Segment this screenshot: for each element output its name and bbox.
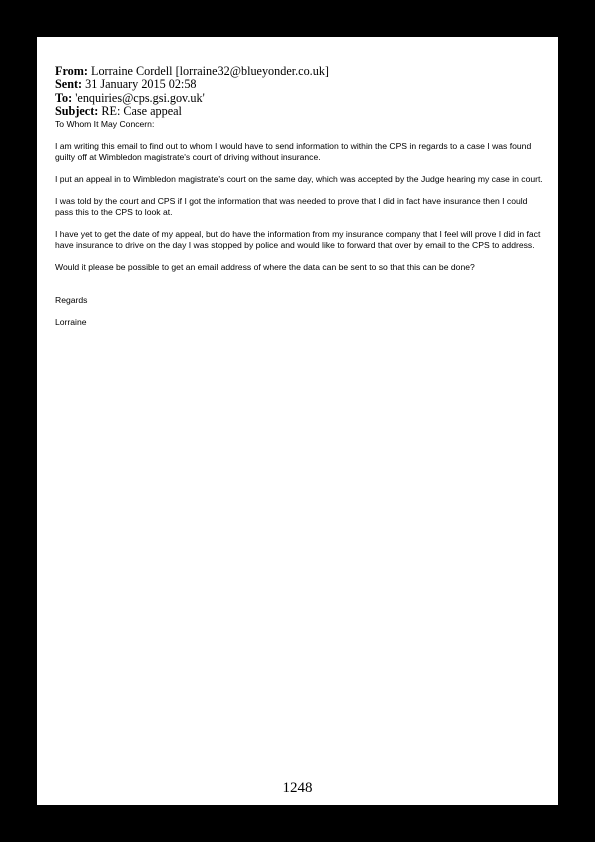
to-line	[55, 92, 550, 105]
body-paragraph: I put an appeal in to Wimbledon magistrate's court on the same day, which was accepted by the Judge hearing my case in court.	[55, 174, 543, 184]
body-paragraph: Would it please be possible to get an email address of where the data can be sent to so that this can be done?	[55, 262, 475, 272]
body-paragraph: I was told by the court and CPS if I got the information that was needed to prove that I did in fact have insurance then I could pass this to the CPS to look at.	[55, 196, 528, 217]
subject-value: RE: Case appeal	[101, 104, 182, 119]
sent-line	[55, 78, 550, 91]
to-value: 'enquiries@cps.gsi.gov.uk'	[75, 90, 205, 105]
email-header	[55, 65, 550, 119]
body-paragraph: I have yet to get the date of my appeal, but do have the information from my insurance company that I feel will prove I did in fact have insurance to drive on the day I was stopped by police and would like to forward that over by email to the CPS to address.	[55, 229, 541, 250]
signature: Lorraine	[55, 317, 87, 327]
sent-value: 31 January 2015 02:58	[85, 77, 197, 92]
from-label: From:	[55, 64, 88, 78]
document-page	[37, 37, 558, 805]
sent-label: Sent:	[55, 77, 83, 92]
body-paragraph: I am writing this email to find out to whom I would have to send information to within the CPS in regards to a case I was found guilty off at Wimbledon magistrate's court of driving without insurance.	[55, 141, 532, 162]
subject-line	[55, 105, 550, 118]
signoff: Regards	[55, 295, 88, 305]
to-label: To:	[55, 90, 73, 105]
from-value: Lorraine Cordell [lorraine32@blueyonder.co.uk]	[91, 64, 329, 78]
from-line	[55, 65, 550, 78]
subject-label: Subject:	[55, 104, 99, 119]
greeting: To Whom It May Concern:	[55, 119, 155, 129]
email-body	[55, 119, 547, 328]
page-number: 1248	[282, 780, 313, 796]
